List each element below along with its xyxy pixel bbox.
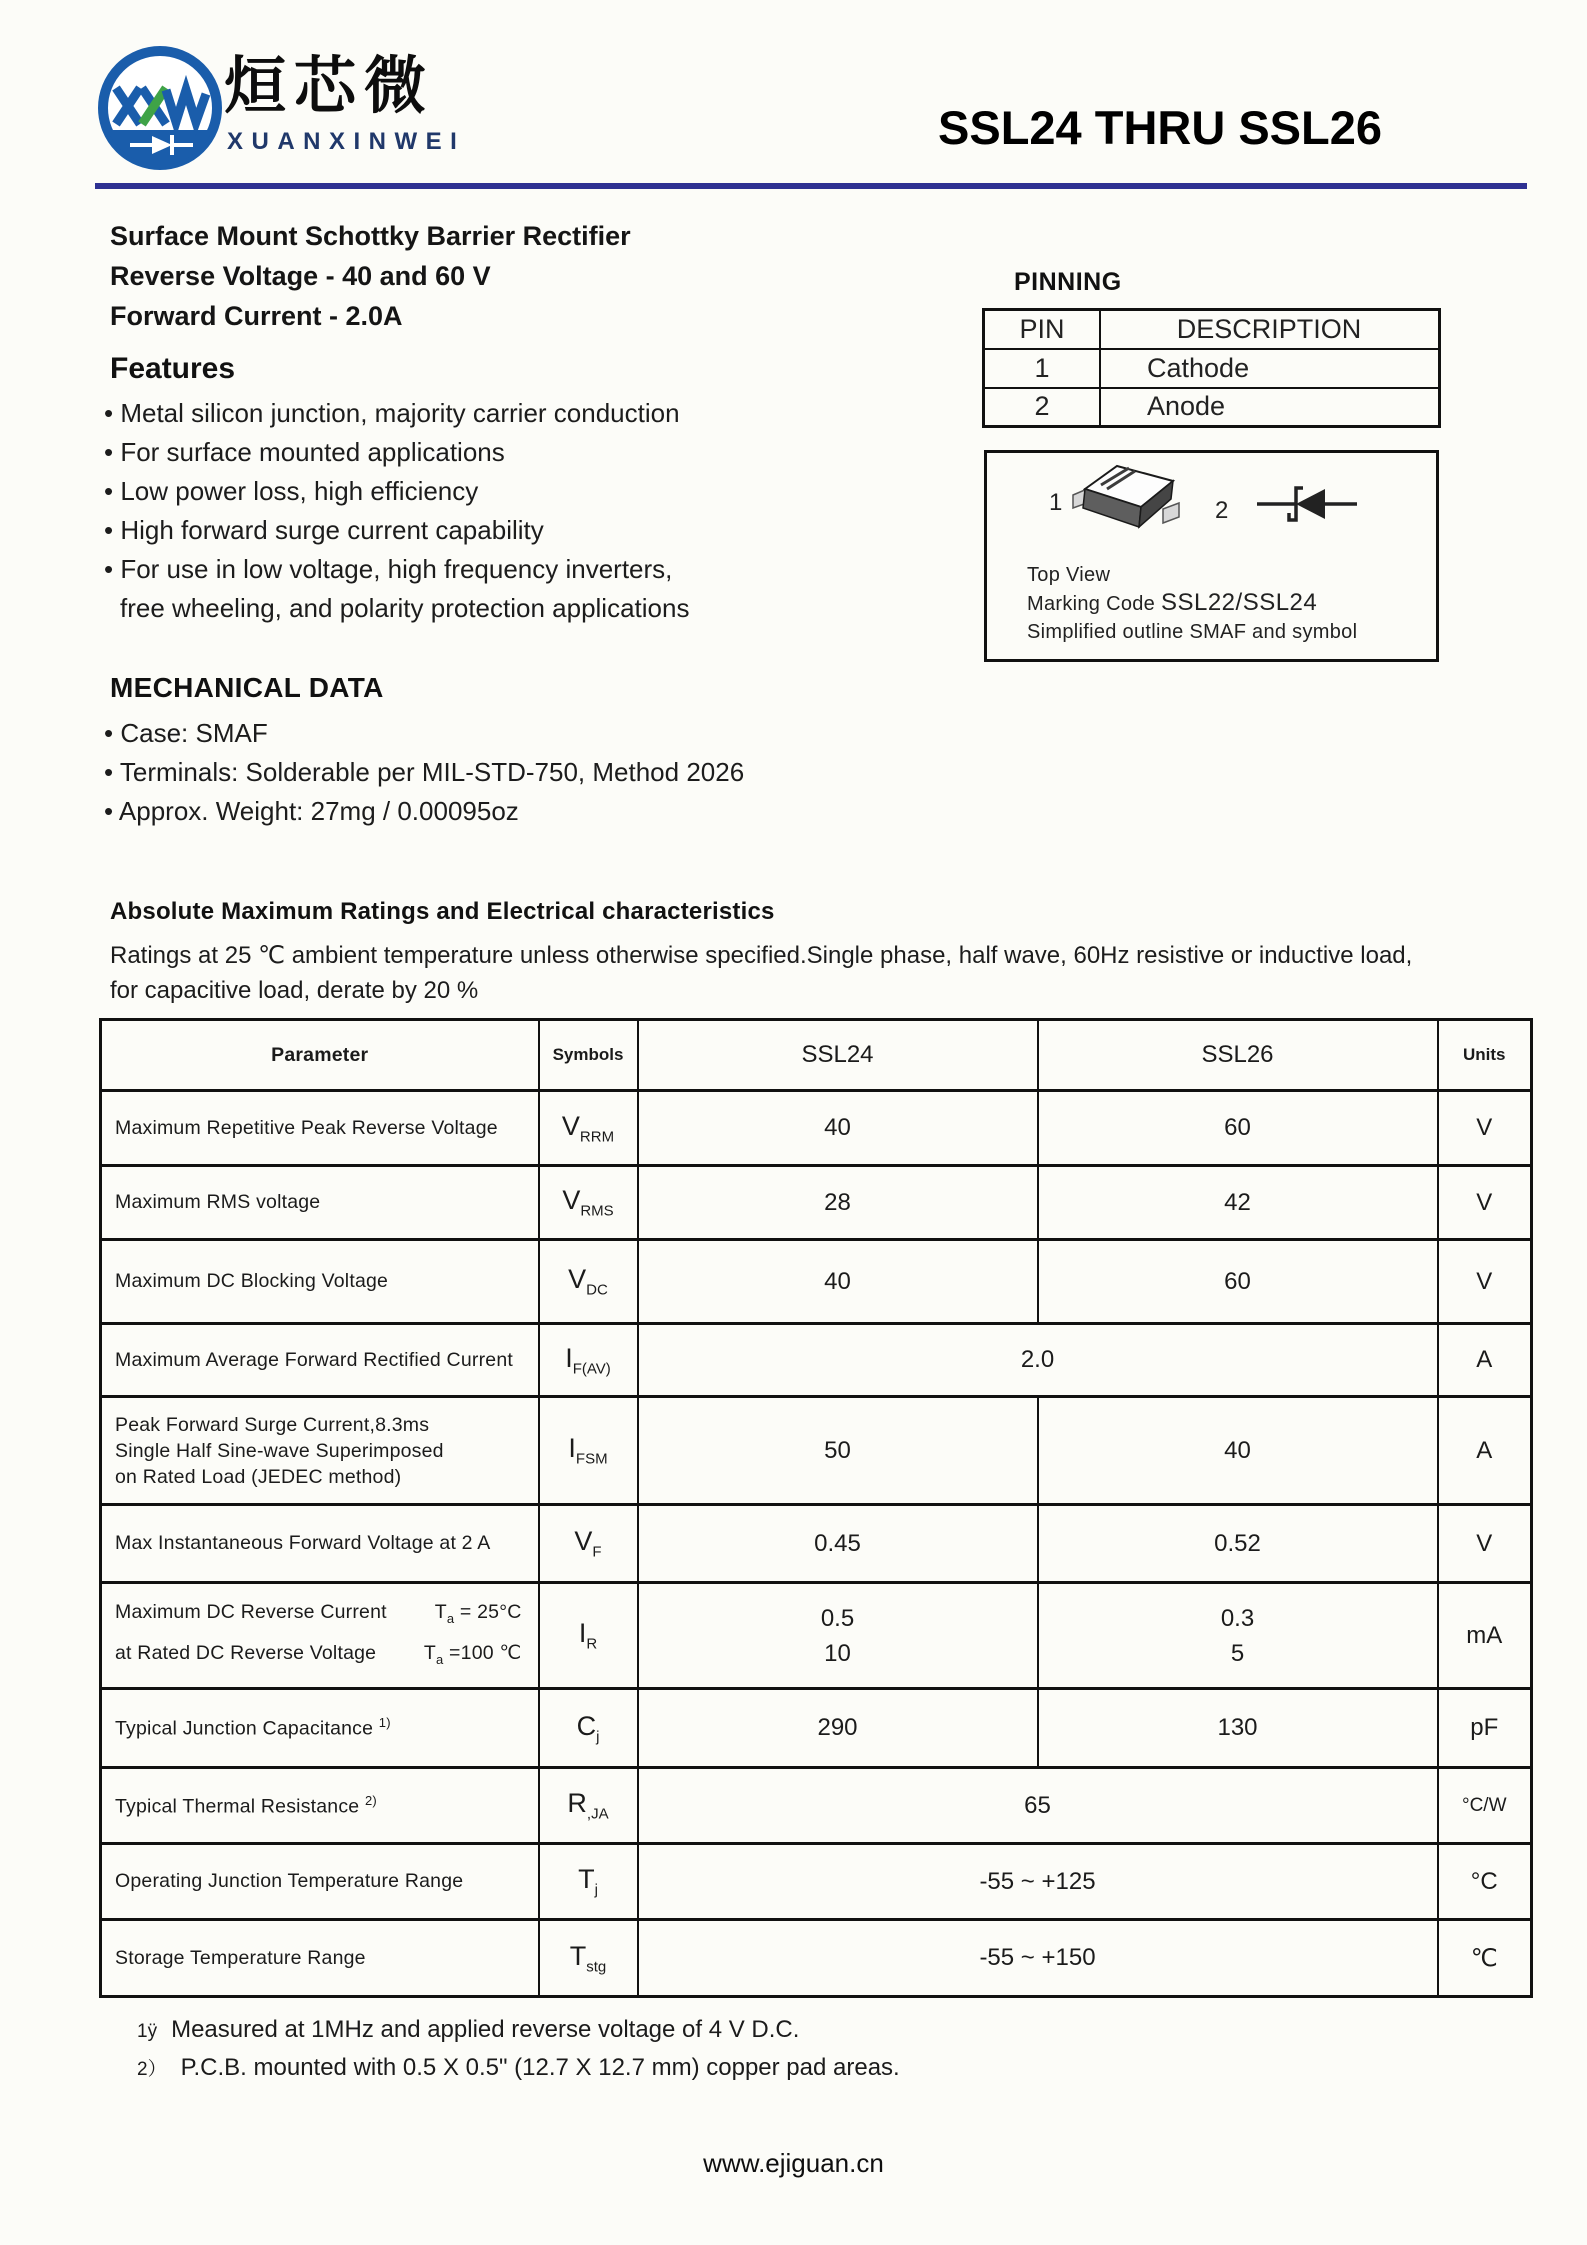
- pin-number: 1: [984, 349, 1101, 388]
- ratings-note: [110, 938, 1412, 1008]
- value-ssl24: 40: [638, 1240, 1038, 1324]
- pinning-row: [984, 349, 1440, 388]
- package-caption-line: Top View: [1027, 564, 1111, 586]
- smaf-package-icon: [1071, 461, 1181, 539]
- table-row: [101, 1920, 1532, 1997]
- param-cell: Maximum Repetitive Peak Reverse Voltage: [101, 1091, 539, 1166]
- unit-cell: A: [1438, 1397, 1532, 1505]
- value-ssl24: 28: [638, 1166, 1038, 1240]
- package-caption-line: Simplified outline SMAF and symbol: [1027, 621, 1358, 643]
- symbol-cell: $T_j$: [539, 1844, 638, 1920]
- unit-cell: V: [1438, 1091, 1532, 1166]
- pinning-row: [984, 388, 1440, 427]
- pinning-header-row: [984, 310, 1440, 349]
- feature-item-continuation: free wheeling, and polarity protection applications: [120, 593, 690, 623]
- ratings-note-line: Ratings at 25 ℃ ambient temperature unless otherwise specified.Single phase, half wave, 60Hz resistive or inductive load,: [110, 942, 1413, 969]
- table-row: [101, 1583, 1532, 1689]
- symbol-cell: $I_{FSM}$: [539, 1397, 638, 1505]
- feature-item: • Metal silicon junction, majority carrier conduction: [104, 394, 689, 433]
- unit-cell: A: [1438, 1324, 1532, 1397]
- marking-code-label: Marking Code: [1027, 593, 1156, 615]
- feature-item: • For use in low voltage, high frequency inverters,: [104, 550, 689, 589]
- symbol-cell: $T_{stg}$: [539, 1920, 638, 1997]
- feature-item: • High forward surge current capability: [104, 511, 689, 550]
- pin-description: Cathode: [1100, 349, 1440, 388]
- param-cell: Maximum DC Blocking Voltage: [101, 1240, 539, 1324]
- page-title: SSL24 THRU SSL26: [938, 101, 1383, 154]
- symbol-cell: $R_{,JA}$: [539, 1768, 638, 1844]
- product-summary: [110, 216, 631, 336]
- ratings-note-line: for capacitive load, derate by 20 %: [110, 977, 479, 1004]
- footnote-marker: 2）: [137, 2059, 167, 2080]
- table-row: [101, 1166, 1532, 1240]
- pin-number: 2: [984, 388, 1101, 427]
- pin1-label: 1: [1049, 489, 1063, 516]
- param-cell: Typical Thermal Resistance $^{2)}$: [101, 1768, 539, 1844]
- unit-cell: ℃: [1438, 1920, 1532, 1997]
- summary-line: Surface Mount Schottky Barrier Rectifier: [110, 221, 631, 251]
- value-ssl26: 40: [1038, 1397, 1438, 1505]
- unit-cell: V: [1438, 1505, 1532, 1583]
- value-merged: 65: [638, 1768, 1438, 1844]
- col-header-ssl24: SSL24: [638, 1020, 1038, 1091]
- table-row: [101, 1768, 1532, 1844]
- value-ssl26: 130: [1038, 1689, 1438, 1768]
- value-ssl26: 0.52: [1038, 1505, 1438, 1583]
- value-ssl26: 42: [1038, 1166, 1438, 1240]
- spec-header-row: [101, 1020, 1532, 1091]
- mechanical-item: • Terminals: Solderable per MIL-STD-750, Method 2026: [104, 753, 744, 792]
- symbol-cell: $V_F$: [539, 1505, 638, 1583]
- mechanical-item: • Approx. Weight: 27mg / 0.00095oz: [104, 792, 744, 831]
- col-header-symbols: Symbols: [539, 1020, 638, 1091]
- pin-column-header: PIN: [984, 310, 1101, 349]
- footnote-2: 2） P.C.B. mounted with 0.5 X 0.5" (12.7 X 12.7 mm) copper pad areas.: [137, 2054, 900, 2081]
- value-ssl24: 40: [638, 1091, 1038, 1166]
- ratings-heading: Absolute Maximum Ratings and Electrical characteristics: [110, 898, 775, 925]
- table-row: [101, 1091, 1532, 1166]
- package-caption-line: [1027, 589, 1357, 618]
- symbol-cell: $V_{RRM}$: [539, 1091, 638, 1166]
- unit-cell: V: [1438, 1166, 1532, 1240]
- param-cell: Typical Junction Capacitance $^{1)}$: [101, 1689, 539, 1768]
- marking-code-value: SSL22/SSL24: [1160, 589, 1318, 616]
- value-ssl24: 290: [638, 1689, 1038, 1768]
- symbol-cell: $V_{DC}$: [539, 1240, 638, 1324]
- param-cell: Storage Temperature Range: [101, 1920, 539, 1997]
- features-list: [104, 394, 689, 628]
- param-cell: Maximum RMS voltage: [101, 1166, 539, 1240]
- unit-cell: V: [1438, 1240, 1532, 1324]
- col-header-parameter: Parameter: [101, 1020, 539, 1091]
- company-name-chinese: 烜芯微: [224, 52, 435, 121]
- table-row: [101, 1324, 1532, 1397]
- company-name-english: XUANXINWEI: [227, 128, 466, 155]
- param-cell: Max Instantaneous Forward Voltage at 2 A: [101, 1505, 539, 1583]
- summary-line: Reverse Voltage - 40 and 60 V: [110, 261, 491, 291]
- company-logo-icon: [96, 44, 224, 172]
- table-row: [101, 1505, 1532, 1583]
- pin-description: Anode: [1100, 388, 1440, 427]
- package-caption: [1027, 561, 1357, 646]
- feature-item: • Low power loss, high efficiency: [104, 472, 689, 511]
- value-ssl26: 60: [1038, 1240, 1438, 1324]
- value-merged: 2.0: [638, 1324, 1438, 1397]
- symbol-cell: $I_{F(AV)}$: [539, 1324, 638, 1397]
- unit-cell: pF: [1438, 1689, 1532, 1768]
- mechanical-data-heading: MECHANICAL DATA: [110, 672, 384, 703]
- pinning-table: [982, 308, 1441, 428]
- condition: $T_a =100$ ℃: [423, 1641, 522, 1667]
- table-row: [101, 1689, 1532, 1768]
- unit-cell: °C: [1438, 1844, 1532, 1920]
- feature-item: • For surface mounted applications: [104, 433, 689, 472]
- footer-url: www.ejiguan.cn: [703, 2148, 884, 2178]
- pin2-label: 2: [1215, 497, 1229, 524]
- features-heading: Features: [110, 352, 236, 385]
- footnote-1: 1ÿ Measured at 1MHz and applied reverse voltage of 4 V D.C.: [137, 2016, 800, 2043]
- mechanical-item: • Case: SMAF: [104, 714, 744, 753]
- param-cell: Operating Junction Temperature Range: [101, 1844, 539, 1920]
- col-header-units: Units: [1438, 1020, 1532, 1091]
- table-row: [101, 1397, 1532, 1505]
- pinning-heading: PINNING: [1014, 268, 1122, 296]
- schottky-diode-symbol-icon: [1257, 483, 1357, 525]
- symbol-cell: $C_j$: [539, 1689, 638, 1768]
- description-column-header: DESCRIPTION: [1100, 310, 1440, 349]
- value-merged: -55 ~ +125: [638, 1844, 1438, 1920]
- value-ssl24: 50: [638, 1397, 1038, 1505]
- param-cell: Maximum Average Forward Rectified Current: [101, 1324, 539, 1397]
- symbol-cell: $V_{RMS}$: [539, 1166, 638, 1240]
- mechanical-data-list: [104, 714, 744, 831]
- table-row: [101, 1844, 1532, 1920]
- param-cell: Peak Forward Surge Current,8.3ms Single Half Sine-wave Superimposed on Rated Load (JEDEC method): [101, 1397, 539, 1505]
- package-outline-box: [984, 450, 1439, 662]
- value-ssl26: 60: [1038, 1091, 1438, 1166]
- condition: $T_a = 25^\circ C$: [434, 1600, 522, 1626]
- footnote-marker: 1ÿ: [137, 2021, 158, 2042]
- table-row: [101, 1240, 1532, 1324]
- value-merged: -55 ~ +150: [638, 1920, 1438, 1997]
- unit-cell: °C/W: [1438, 1768, 1532, 1844]
- value-ssl26: 0.3 5: [1038, 1583, 1438, 1689]
- summary-line: Forward Current - 2.0A: [110, 301, 403, 331]
- value-ssl24: 0.5 10: [638, 1583, 1038, 1689]
- unit-cell: mA: [1438, 1583, 1532, 1689]
- symbol-cell: $I_R$: [539, 1583, 638, 1689]
- col-header-ssl26: SSL26: [1038, 1020, 1438, 1091]
- header-divider: [95, 183, 1527, 189]
- spec-table: [99, 1018, 1533, 1998]
- value-ssl24: 0.45: [638, 1505, 1038, 1583]
- param-cell: Maximum DC Reverse Current $T_a = 25^\circ C$ at Rated DC Reverse Voltage $T_a =100$ ℃: [101, 1583, 539, 1689]
